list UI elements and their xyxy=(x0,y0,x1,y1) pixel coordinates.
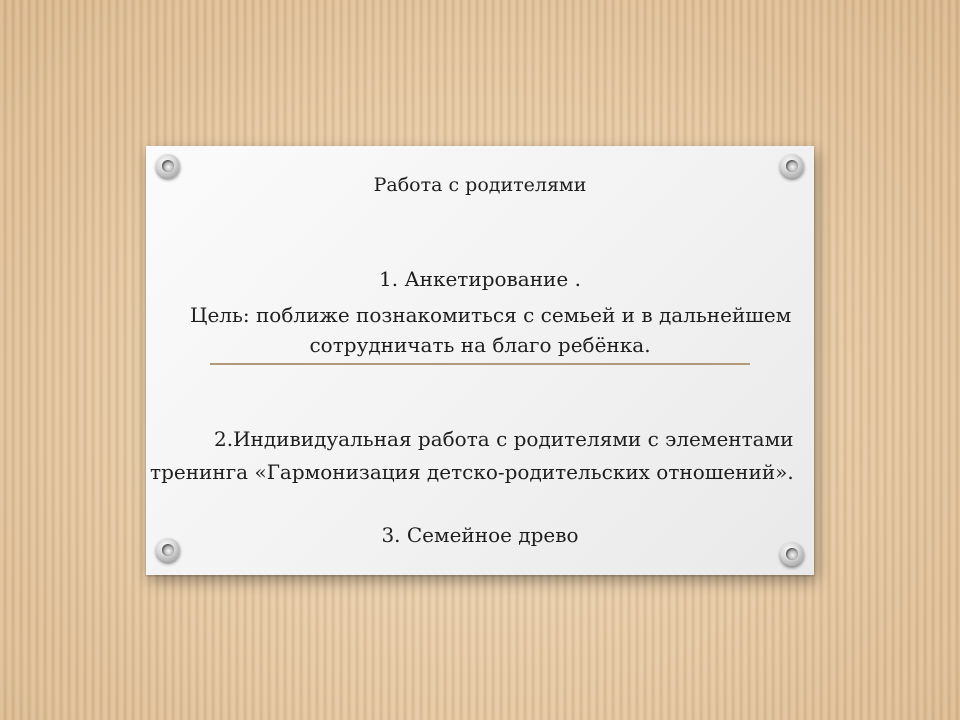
item-3: 3. Семейное древо xyxy=(381,523,579,547)
item-1-heading: 1. Анкетирование . xyxy=(379,267,581,291)
divider-line xyxy=(210,363,750,365)
item-1-goal-line-1: Цель: поближе познакомиться с семьей и в дальнейшем xyxy=(190,303,792,327)
item-2-line-2: тренинга «Гармонизация детско-родительских отношений». xyxy=(150,460,794,484)
card-title: Работа с родителями xyxy=(373,174,587,196)
item-2-line-1: 2.Индивидуальная работа с родителями с элементами xyxy=(214,427,794,451)
note-card xyxy=(146,146,814,575)
item-1-goal-line-2: сотрудничать на благо ребёнка. xyxy=(309,333,651,357)
